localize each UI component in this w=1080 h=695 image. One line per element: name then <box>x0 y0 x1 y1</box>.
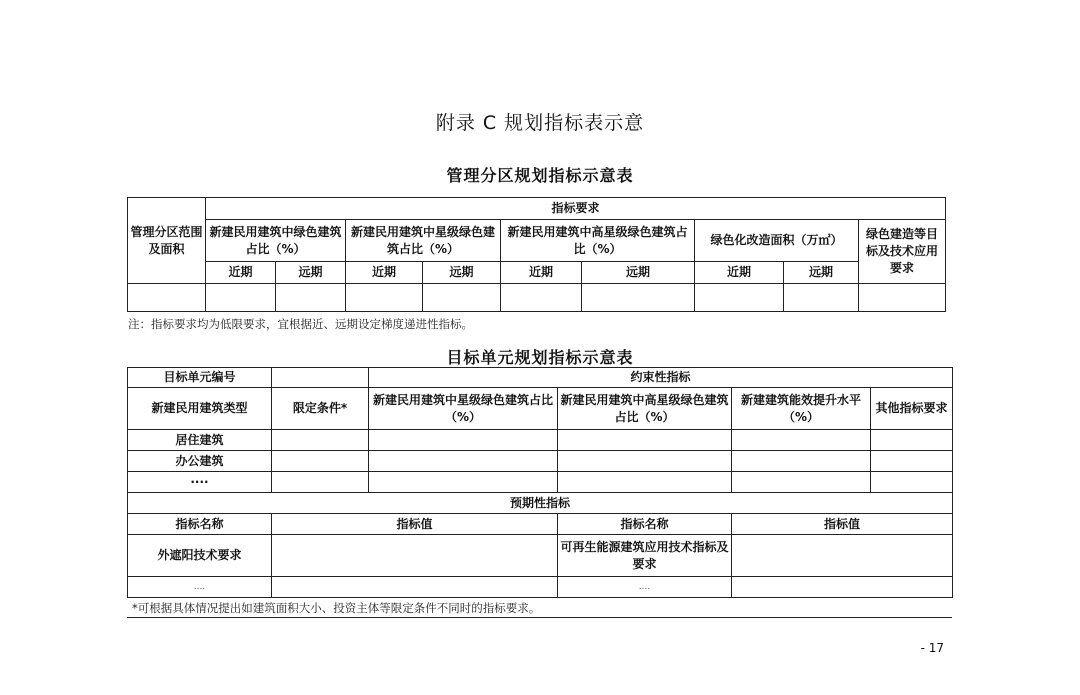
empty-cell <box>871 451 953 472</box>
empty-cell <box>732 472 871 493</box>
footnote-rule <box>127 617 952 618</box>
empty-cell <box>732 577 953 598</box>
building-type-label: 新建民用建筑类型 <box>128 388 272 430</box>
col-other-requirements: 其他指标要求 <box>871 388 953 430</box>
empty-cell <box>369 451 558 472</box>
empty-cell <box>871 472 953 493</box>
long-term-label: 远期 <box>276 262 346 284</box>
near-term-label: 近期 <box>695 262 784 284</box>
empty-cell <box>369 430 558 451</box>
near-term-label: 近期 <box>346 262 423 284</box>
ellipsis-cell: .... <box>128 577 272 598</box>
empty-cell <box>272 451 369 472</box>
table2-note: *可根据具体情况提出如建筑面积大小、投资主体等限定条件不同时的指标要求。 <box>132 601 541 615</box>
limit-condition-label: 限定条件* <box>272 388 369 430</box>
target-unit-table <box>127 367 953 598</box>
table-row <box>128 577 953 598</box>
table-row <box>128 284 946 312</box>
table-row <box>128 472 953 493</box>
ellipsis-cell: .... <box>558 577 732 598</box>
page-number: - 17 <box>920 641 944 655</box>
indicator-name-label: 指标名称 <box>128 514 272 535</box>
empty-cell <box>272 368 369 388</box>
empty-cell <box>582 284 695 312</box>
empty-cell <box>369 472 558 493</box>
indicator-value-label: 指标值 <box>272 514 558 535</box>
appendix-title: 附录 C 规划指标表示意 <box>435 112 645 134</box>
long-term-label: 远期 <box>423 262 501 284</box>
empty-cell <box>732 430 871 451</box>
empty-cell <box>206 284 276 312</box>
indicator-name-label: 指标名称 <box>558 514 732 535</box>
row-ellipsis: ···· <box>128 472 272 493</box>
unit-code-label: 目标单元编号 <box>128 368 272 388</box>
empty-cell <box>558 472 732 493</box>
empty-cell <box>732 535 953 577</box>
empty-cell <box>558 430 732 451</box>
empty-cell <box>859 284 946 312</box>
empty-cell <box>272 535 558 577</box>
near-term-label: 近期 <box>501 262 582 284</box>
indicator-value-label: 指标值 <box>732 514 953 535</box>
col-star-green-ratio: 新建民用建筑中星级绿色建筑占比（%） <box>369 388 558 430</box>
empty-cell <box>423 284 501 312</box>
management-zone-table <box>127 197 946 312</box>
constraint-header: 约束性指标 <box>369 368 953 388</box>
col-energy-efficiency: 新建建筑能效提升水平（%） <box>732 388 871 430</box>
group-header-requirements: 指标要求 <box>206 198 946 220</box>
expected-header: 预期性指标 <box>128 493 953 514</box>
col-green-building-ratio: 新建民用建筑中绿色建筑占比（%） <box>206 220 346 262</box>
col-high-star-green-ratio: 新建民用建筑中高星级绿色建筑占比（%） <box>558 388 732 430</box>
near-term-label: 近期 <box>206 262 276 284</box>
row-header-zone: 管理分区范围及面积 <box>128 198 206 284</box>
expected-renewable-label: 可再生能源建筑应用技术指标及要求 <box>558 535 732 577</box>
long-term-label: 远期 <box>582 262 695 284</box>
table2-title: 目标单元规划指标示意表 <box>446 348 634 367</box>
col-green-retrofit-area: 绿色化改造面积（万㎡） <box>695 220 859 262</box>
table-row <box>128 430 953 451</box>
empty-cell <box>732 451 871 472</box>
table1-note: 注：指标要求均为低限要求，宜根据近、远期设定梯度递进性指标。 <box>128 317 473 331</box>
long-term-label: 远期 <box>784 262 859 284</box>
empty-cell <box>276 284 346 312</box>
empty-cell <box>558 451 732 472</box>
row-office: 办公建筑 <box>128 451 272 472</box>
empty-cell <box>346 284 423 312</box>
empty-cell <box>272 472 369 493</box>
col-green-construction-goals: 绿色建造等目标及技术应用要求 <box>859 220 946 284</box>
empty-cell <box>501 284 582 312</box>
empty-cell <box>128 284 206 312</box>
col-star-green-ratio: 新建民用建筑中星级绿色建筑占比（%） <box>346 220 501 262</box>
table-row <box>128 535 953 577</box>
expected-shading-label: 外遮阳技术要求 <box>128 535 272 577</box>
empty-cell <box>272 577 558 598</box>
table1-title: 管理分区规划指标示意表 <box>446 166 634 185</box>
table-row <box>128 451 953 472</box>
col-high-star-green-ratio: 新建民用建筑中高星级绿色建筑占比（%） <box>501 220 695 262</box>
empty-cell <box>871 430 953 451</box>
row-residential: 居住建筑 <box>128 430 272 451</box>
empty-cell <box>695 284 784 312</box>
empty-cell <box>784 284 859 312</box>
empty-cell <box>272 430 369 451</box>
